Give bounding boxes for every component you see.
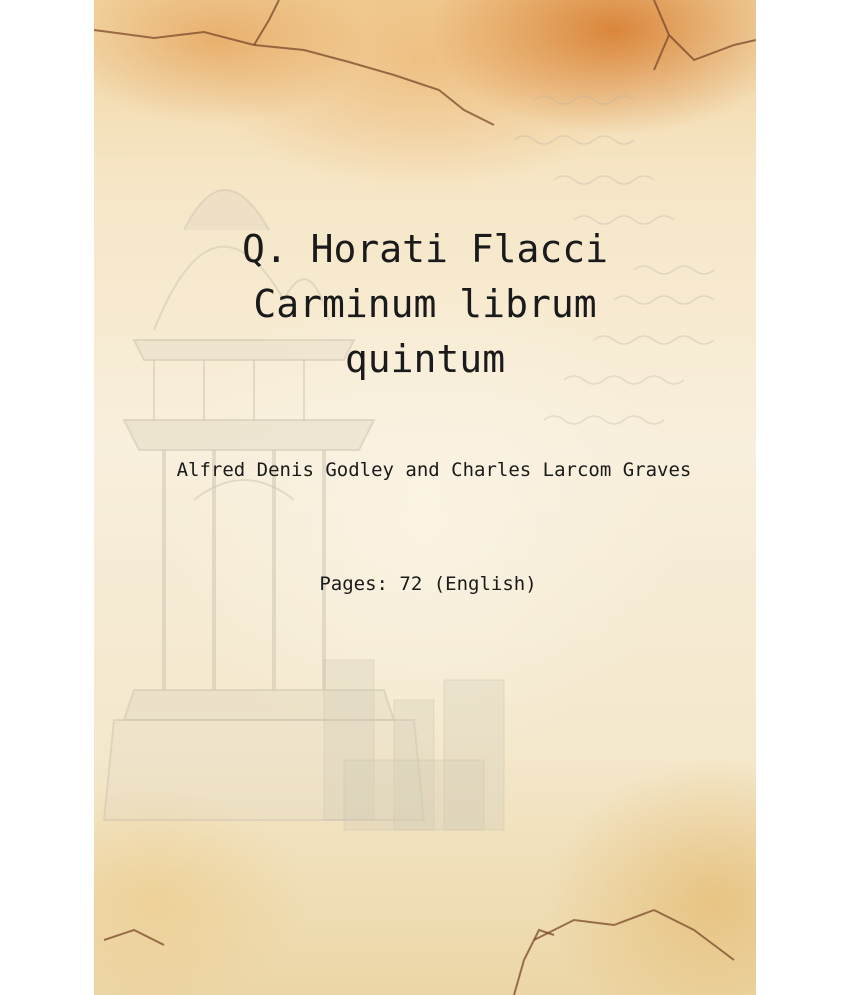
book-title — [94, 222, 756, 387]
book-title-line: Carminum librum — [253, 282, 597, 326]
crack-lines — [94, 0, 756, 995]
book-author: Alfred Denis Godley and Charles Larcom Graves — [176, 459, 692, 481]
book-title-line: Q. Horati Flacci — [241, 227, 609, 271]
book-cover — [94, 0, 756, 995]
book-title-line: quintum — [344, 337, 506, 381]
page-count: Pages: 72 (English) — [319, 573, 537, 595]
background-illustration — [94, 0, 756, 995]
ruins-illustration — [324, 660, 504, 830]
